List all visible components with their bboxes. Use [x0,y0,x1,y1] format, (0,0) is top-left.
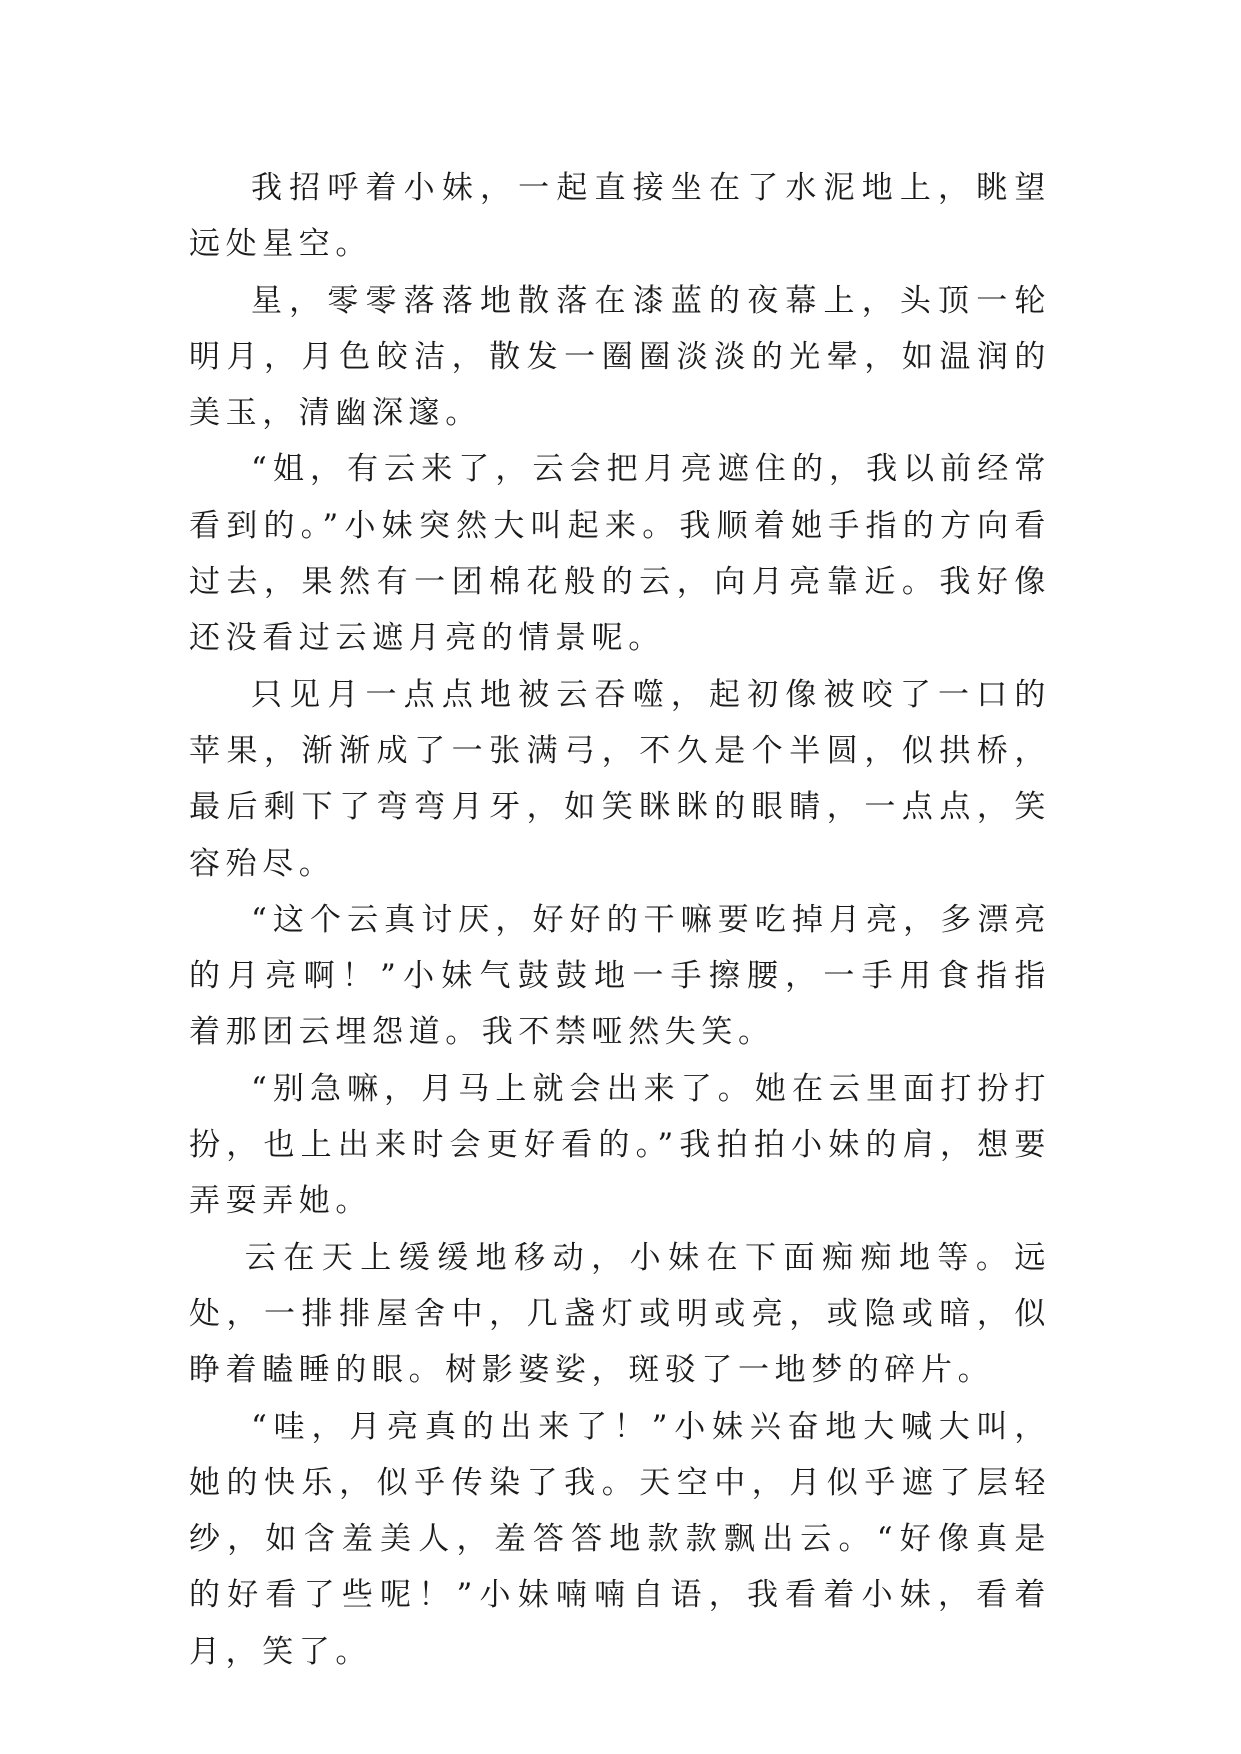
paragraph-4: 只见月一点点地被云吞噬，起初像被咬了一口的苹果，渐渐成了一张满弓，不久是个半圆，似拱桥，最后剩下了弯弯月牙，如笑眯眯的眼睛，一点点，笑容殆尽。 [189,676,1051,882]
paragraph-5: “这个云真讨厌，好好的干嘛要吃掉月亮，多漂亮的月亮啊！”小妹气鼓鼓地一手擦腰，一手用食指指着那团云埋怨道。我不禁哑然失笑。 [189,901,1051,1051]
paragraph-8: “哇，月亮真的出来了！”小妹兴奋地大喊大叫，她的快乐，似乎传染了我。天空中，月似乎遮了层轻纱，如含羞美人，羞答答地款款飘出云。“好像真是的好看了些呢！”小妹喃喃自语，我看着小妹，看着月，笑了。 [189,1408,1051,1670]
paragraph-3: “姐，有云来了，云会把月亮遮住的，我以前经常看到的。”小妹突然大叫起来。我顺着她手指的方向看过去，果然有一团棉花般的云，向月亮靠近。我好像还没看过云遮月亮的情景呢。 [189,451,1051,657]
document-body [189,160,1051,1680]
paragraph-2: 星，零零落落地散落在漆蓝的夜幕上，头顶一轮明月，月色皎洁，散发一圈圈淡淡的光晕，如温润的美玉，清幽深邃。 [189,282,1051,432]
paragraph-6: “别急嘛，月马上就会出来了。她在云里面打扮打扮，也上出来时会更好看的。”我拍拍小妹的肩，想要弄耍弄她。 [189,1070,1051,1220]
paragraph-7: 云在天上缓缓地移动，小妹在下面痴痴地等。远处，一排排屋舍中，几盏灯或明或亮，或隐或暗，似睁着瞌睡的眼。树影婆娑，斑驳了一地梦的碎片。 [189,1239,1051,1389]
paragraph-1: 我招呼着小妹，一起直接坐在了水泥地上，眺望远处星空。 [189,170,1051,263]
